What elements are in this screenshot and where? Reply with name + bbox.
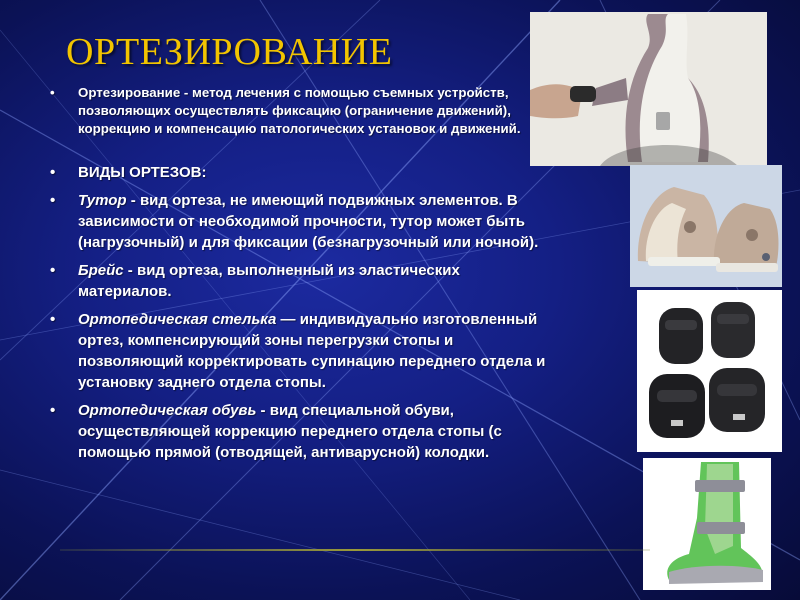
divider-line [60,549,650,551]
desc-shoes: - вид специальной обуви, осуществляющей коррекцию переднего отдела стопы (с помощью прямой (отводящей, антиварусной) колодки. [78,402,502,461]
bullet-marker: • [50,192,56,209]
term-shoes: Ортопедическая обувь [78,402,257,419]
types-heading-text: ВИДЫ ОРТЕЗОВ: [78,164,207,181]
types-heading [50,162,550,183]
photo-foot-orthosis [530,12,767,166]
definition-paragraph [50,84,550,138]
definition-text: Ортезирование - метод лечения с помощью съемных устройств, позволяющих осуществлять фиксацию (ограничение движений), коррекцию и компенсацию патологических установок и движений. [78,85,521,136]
term-insole: Ортопедическая стелька [78,311,277,328]
slide-title: ОРТЕЗИРОВАНИЕ [66,31,393,73]
photo-ankle-foot-orthosis [643,458,771,590]
list-item-shoes [50,400,550,463]
list-item-brace [50,260,550,302]
term-brace: Брейс [78,262,124,279]
slide-body [50,84,550,470]
desc-insole: — индивидуально изготовленный ортез, компенсирующий зоны перегрузки стопы и позволяющий корректировать супинацию переднего отдела и установку заднего отдела стопы. [78,311,546,391]
list-item-tutor [50,190,550,253]
photo-elastic-braces [637,290,782,452]
bullet-marker: • [50,402,56,419]
term-tutor: Тутор [78,192,127,209]
list-item-insole [50,309,550,393]
bullet-marker: • [50,164,56,181]
desc-tutor: - вид ортеза, не имеющий подвижных элементов. В зависимости от необходимой прочности, тутор может быть (нагрузочный) и для фиксации (безнагрузочный или ночной). [78,192,539,251]
bullet-marker: • [50,85,55,100]
bullet-marker: • [50,262,56,279]
photo-ankle-orthoses [630,165,782,287]
bullet-marker: • [50,311,56,328]
desc-brace: - вид ортеза, выполненный из эластических материалов. [78,262,460,300]
